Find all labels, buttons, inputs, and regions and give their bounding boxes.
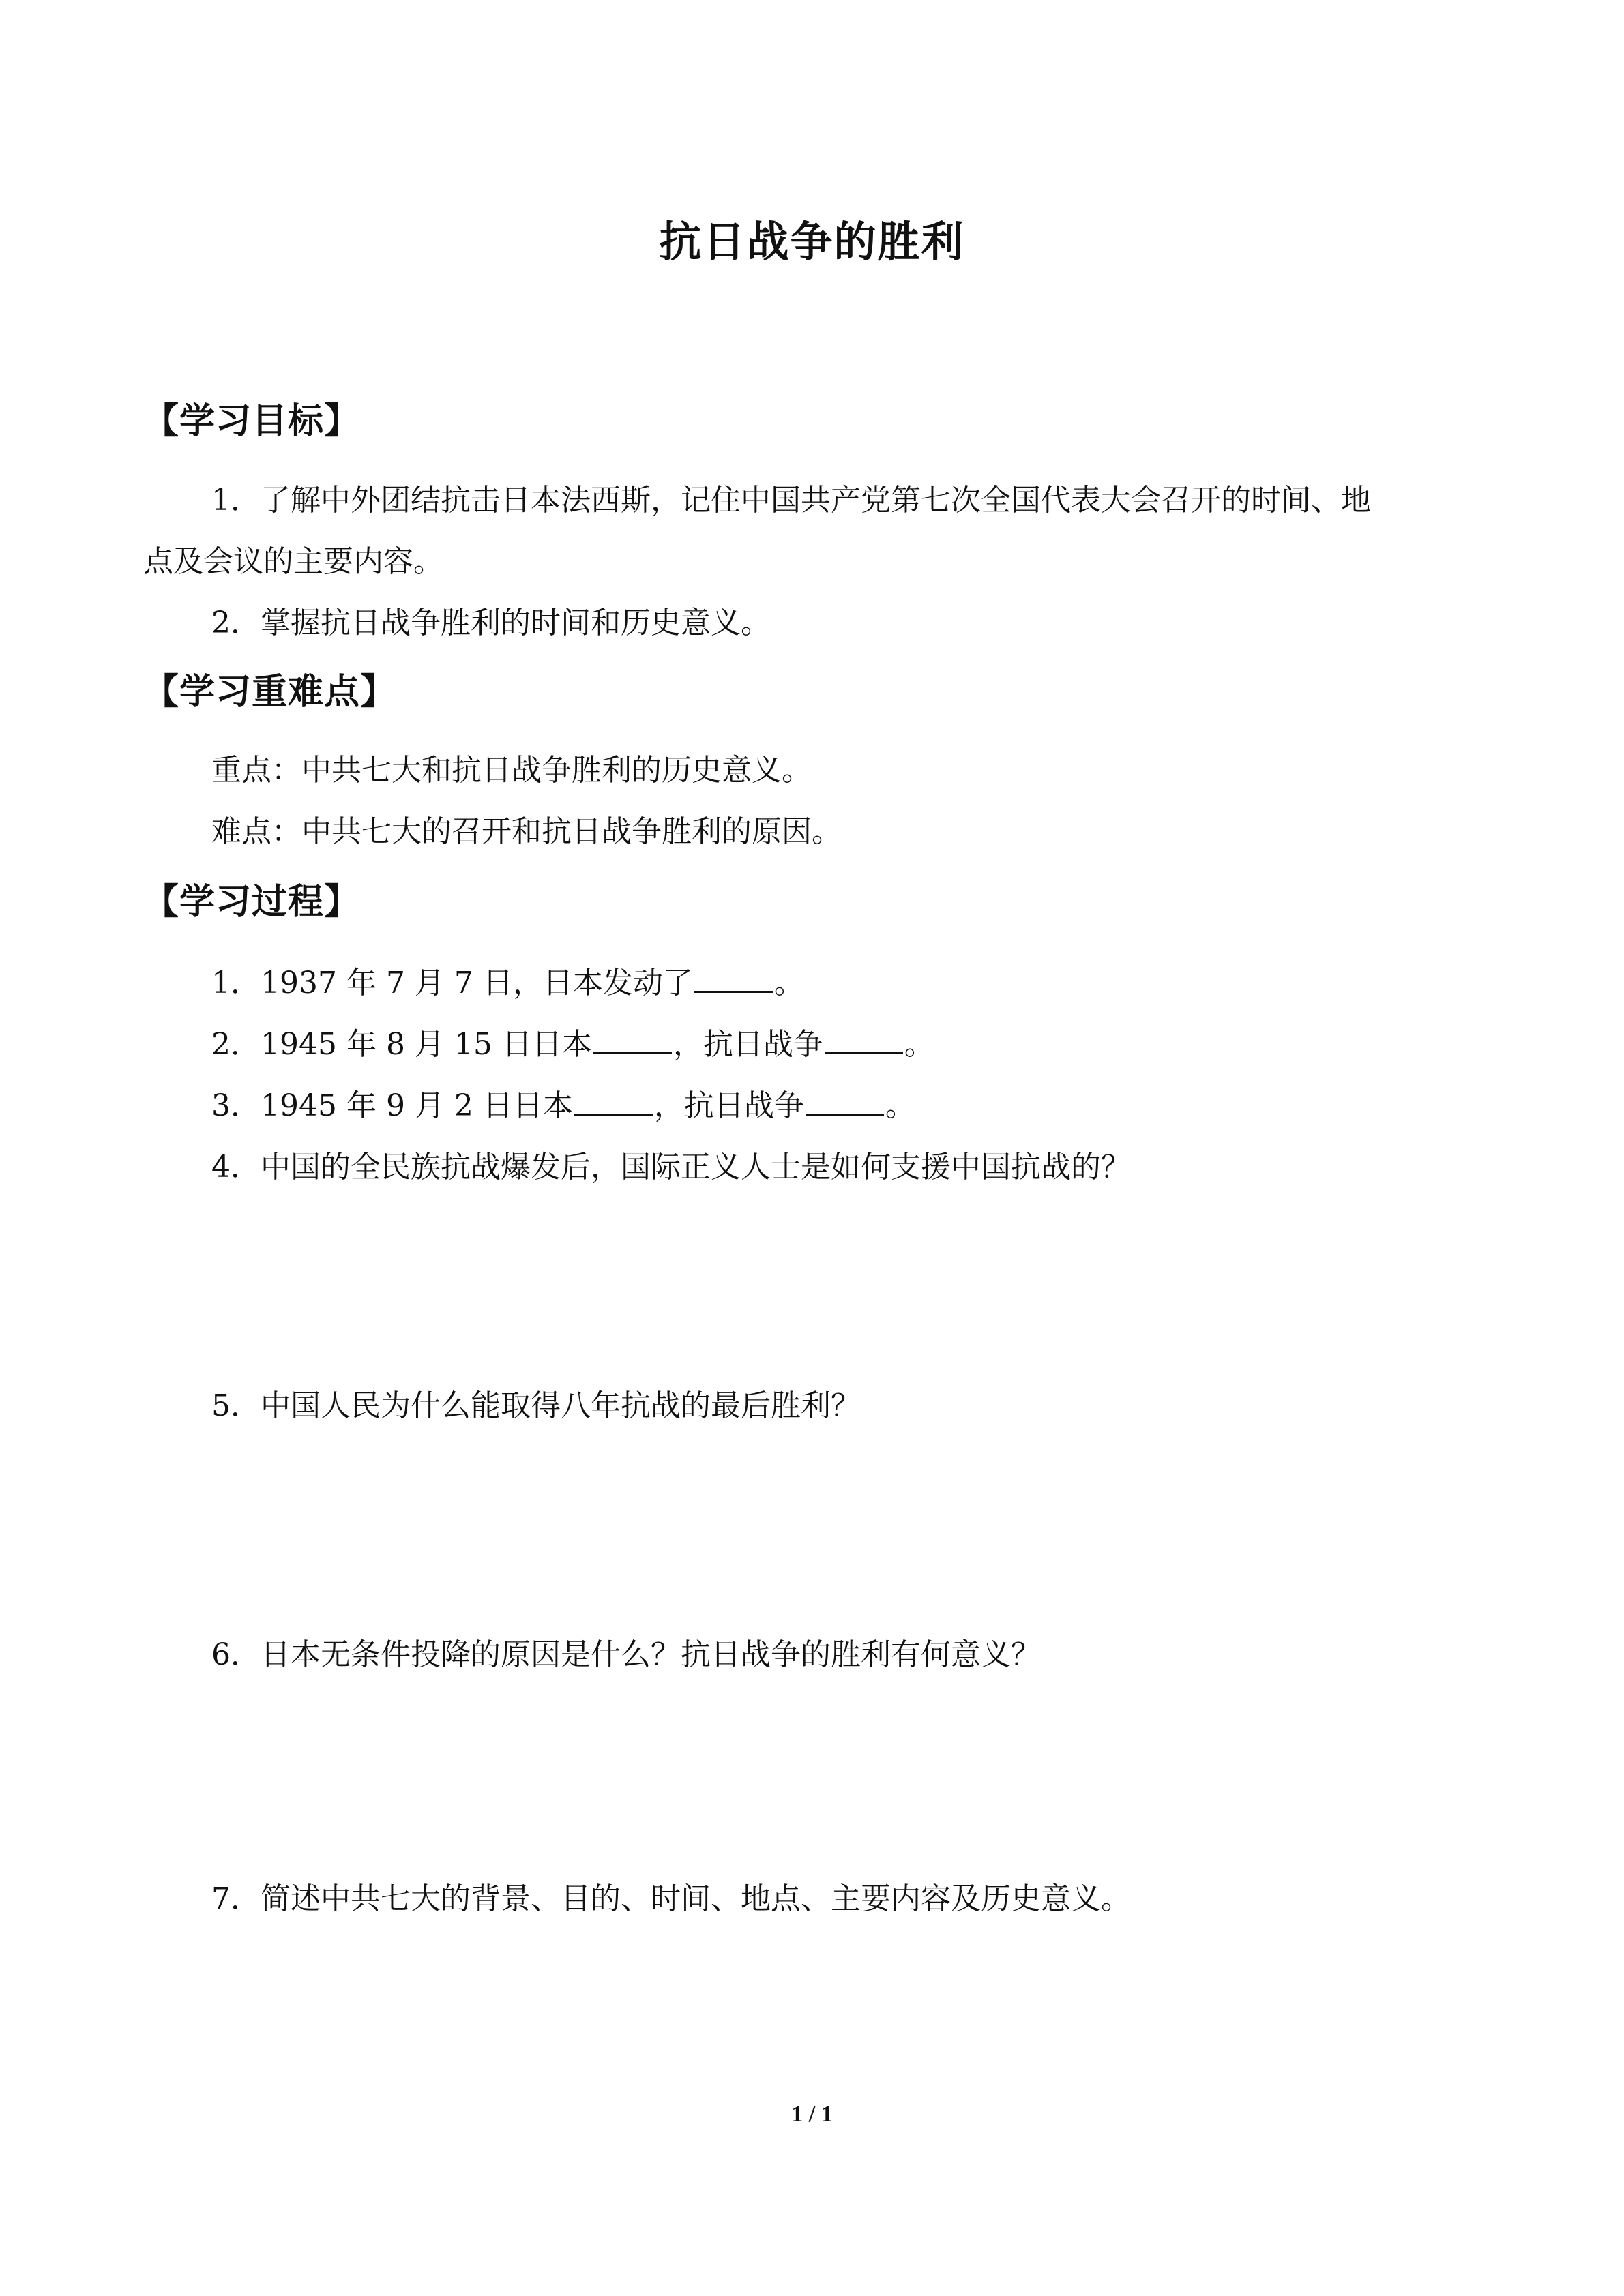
objective-item-2: 2．掌握抗日战争胜利的时间和历史意义。 [211,606,771,640]
process-question-7: 7．简述中共七大的背景、目的、时间、地点、主要内容及历史意义。 [211,1881,1131,1916]
question-3-text: 3．1945 年 9 月 2 日日本 [211,1088,573,1123]
process-question-3 [211,1081,915,1124]
answer-blank[interactable] [694,966,773,993]
answer-blank[interactable] [593,1028,672,1054]
page-title: 抗日战争的胜利 [659,217,965,267]
section-heading-key-points: 【学习重难点】 [143,672,397,713]
question-3-end: 。 [885,1088,915,1123]
question-2-text: 2．1945 年 8 月 15 日日本 [211,1027,592,1062]
difficult-point-item: 难点：中共七大的召开和抗日战争胜利的原因。 [211,814,842,849]
process-question-2 [211,1019,934,1063]
section-heading-objectives: 【学习目标】 [143,401,361,442]
key-point-item: 重点：中共七大和抗日战争胜利的历史意义。 [211,753,812,788]
question-2-mid: ，抗日战争 [673,1027,823,1062]
question-1-end: 。 [773,966,804,1000]
question-3-mid: ，抗日战争 [653,1088,804,1123]
process-question-6: 6．日本无条件投降的原因是什么？抗日战争的胜利有何意义？ [211,1637,1041,1672]
objective-item-1-line-1: 1．了解中外团结抗击日本法西斯，记住中国共产党第七次全国代表大会召开的时间、地 [211,483,1371,518]
answer-blank[interactable] [574,1089,653,1116]
answer-blank[interactable] [825,1028,903,1054]
question-2-end: 。 [904,1027,934,1062]
answer-blank[interactable] [806,1089,884,1116]
objective-item-1-line-2: 点及会议的主要内容。 [143,544,443,579]
process-question-1 [211,958,804,1002]
section-heading-process: 【学习过程】 [143,882,361,923]
page-number: 1 / 1 [791,2102,833,2127]
question-1-text: 1．1937 年 7 月 7 日，日本发动了 [211,966,693,1000]
process-question-4: 4．中国的全民族抗战爆发后，国际正义人士是如何支援中国抗战的？ [211,1150,1131,1184]
process-question-5: 5．中国人民为什么能取得八年抗战的最后胜利？ [211,1388,861,1423]
